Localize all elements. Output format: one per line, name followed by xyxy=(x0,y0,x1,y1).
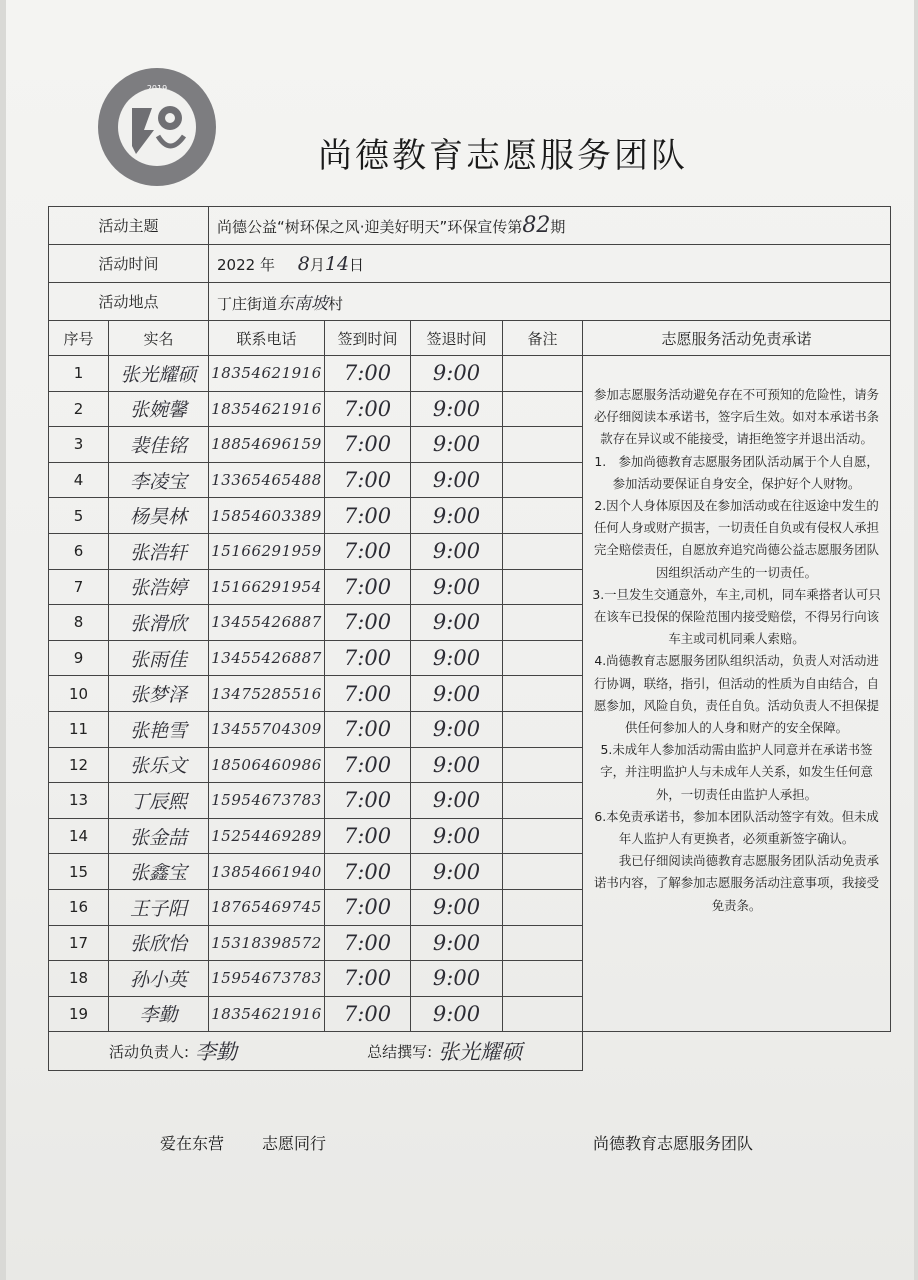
row-seq: 4 xyxy=(49,462,109,498)
row-seq: 16 xyxy=(49,889,109,925)
row-checkout: 9:00 xyxy=(411,356,503,392)
row-checkout: 9:00 xyxy=(411,783,503,819)
row-name: 张乐文 xyxy=(109,747,209,783)
logo-emblem-icon xyxy=(124,96,190,158)
col-checkout: 签退时间 xyxy=(411,321,503,356)
row-name: 张梦泽 xyxy=(109,676,209,712)
row-note xyxy=(503,356,583,392)
terms-paragraph: 3.一旦发生交通意外，车主,司机，同车乘搭者认可只在该车已投保的保险范围内接受赔偿，不得另行向该车主或司机同乘人索赔。 xyxy=(592,586,881,647)
time-label: 活动时间 xyxy=(49,245,209,283)
row-checkin: 7:00 xyxy=(325,818,411,854)
column-header-row xyxy=(49,321,891,356)
row-seq: 14 xyxy=(49,818,109,854)
row-name: 张浩婷 xyxy=(109,569,209,605)
row-phone: 15318398572 xyxy=(209,925,325,961)
row-note xyxy=(503,676,583,712)
table-row xyxy=(49,356,891,392)
row-note xyxy=(503,747,583,783)
row-phone: 18354621916 xyxy=(209,391,325,427)
row-checkout: 9:00 xyxy=(411,889,503,925)
row-checkout: 9:00 xyxy=(411,996,503,1032)
place-value: 丁庄街道东南坡村 xyxy=(209,283,891,321)
row-seq: 9 xyxy=(49,640,109,676)
row-checkout: 9:00 xyxy=(411,854,503,890)
row-checkin: 7:00 xyxy=(325,605,411,641)
row-note xyxy=(503,889,583,925)
row-note xyxy=(503,605,583,641)
row-name: 李凌宝 xyxy=(109,462,209,498)
row-checkout: 9:00 xyxy=(411,711,503,747)
row-seq: 18 xyxy=(49,961,109,997)
terms-paragraph: 2.因个人身体原因及在参加活动或在往返途中发生的任何人身或财产损害，一切责任自负或有侵权人承担完全赔偿责任，自愿放弃追究尚德公益志愿服务团队因组织活动产生的一切责任。 xyxy=(594,498,880,580)
row-note xyxy=(503,533,583,569)
row-name: 张浩轩 xyxy=(109,533,209,569)
row-checkout: 9:00 xyxy=(411,605,503,641)
row-phone: 18506460986 xyxy=(209,747,325,783)
summary-label: 总结撰写: xyxy=(367,1042,433,1061)
place-hand: 东南坡 xyxy=(277,294,329,314)
time-month: 8 xyxy=(297,252,310,275)
theme-value: 尚德公益“树环保之风·迎美好明天”环保宣传第82期 xyxy=(209,207,891,245)
row-seq: 2 xyxy=(49,391,109,427)
row-note xyxy=(503,711,583,747)
row-checkin: 7:00 xyxy=(325,783,411,819)
row-note xyxy=(503,640,583,676)
row-seq: 1 xyxy=(49,356,109,392)
row-checkin: 7:00 xyxy=(325,889,411,925)
row-seq: 19 xyxy=(49,996,109,1032)
row-checkout: 9:00 xyxy=(411,818,503,854)
row-note xyxy=(503,391,583,427)
terms-text xyxy=(583,356,891,1032)
place-label: 活动地点 xyxy=(49,283,209,321)
info-row-time xyxy=(49,245,891,283)
row-seq: 11 xyxy=(49,711,109,747)
footer-row xyxy=(49,1032,891,1071)
row-checkin: 7:00 xyxy=(325,533,411,569)
time-value: 2022 年 8月14日 xyxy=(209,245,891,283)
row-name: 张滑欣 xyxy=(109,605,209,641)
terms-paragraph: 1. 参加尚德教育志愿服务团队活动属于个人自愿，参加活动要保证自身安全，保护好个人财物。 xyxy=(594,453,879,491)
signin-table xyxy=(48,206,891,1071)
row-checkin: 7:00 xyxy=(325,462,411,498)
row-note xyxy=(503,783,583,819)
row-name: 张雨佳 xyxy=(109,640,209,676)
row-checkout: 9:00 xyxy=(411,498,503,534)
row-checkin: 7:00 xyxy=(325,640,411,676)
row-checkin: 7:00 xyxy=(325,569,411,605)
info-row-place xyxy=(49,283,891,321)
col-terms-title: 志愿服务活动免责承诺 xyxy=(583,321,891,356)
row-name: 李勤 xyxy=(109,996,209,1032)
row-checkin: 7:00 xyxy=(325,356,411,392)
row-checkout: 9:00 xyxy=(411,747,503,783)
row-seq: 3 xyxy=(49,427,109,463)
team-logo xyxy=(98,68,216,186)
col-name: 实名 xyxy=(109,321,209,356)
row-name: 张金喆 xyxy=(109,818,209,854)
row-phone: 15854603389 xyxy=(209,498,325,534)
footer-cell xyxy=(49,1032,583,1071)
row-checkout: 9:00 xyxy=(411,961,503,997)
row-note xyxy=(503,961,583,997)
row-checkin: 7:00 xyxy=(325,676,411,712)
row-checkout: 9:00 xyxy=(411,427,503,463)
row-checkin: 7:00 xyxy=(325,711,411,747)
signin-rows xyxy=(49,356,891,1032)
terms-paragraph: 6.本免责承诺书，参加本团队活动签字有效。但未成年人监护人有更换者，必须重新签字确认。 xyxy=(594,808,879,847)
row-seq: 15 xyxy=(49,854,109,890)
row-name: 丁辰熙 xyxy=(109,783,209,819)
col-checkin: 签到时间 xyxy=(325,321,411,356)
row-name: 杨昊林 xyxy=(109,498,209,534)
row-seq: 13 xyxy=(49,783,109,819)
row-phone: 13455426887 xyxy=(209,640,325,676)
row-seq: 17 xyxy=(49,925,109,961)
theme-issue: 82 xyxy=(522,213,551,238)
row-phone: 13455704309 xyxy=(209,711,325,747)
terms-paragraph: 参加志愿服务活动避免存在不可预知的危险性，请务必仔细阅读本承诺书，签字后生效。如对本承诺书条款存在异议或不能接受，请拒绝签字并退出活动。 xyxy=(594,387,880,447)
row-seq: 6 xyxy=(49,533,109,569)
row-seq: 12 xyxy=(49,747,109,783)
terms-paragraph: 4.尚德教育志愿服务团队组织活动，负责人对活动进行协调，联络，指引，但活动的性质为自由结合，自愿参加，风险自负，责任自负。活动负责人不担保提供任何参加人的人身和财产的安全保障。 xyxy=(594,653,880,736)
row-checkin: 7:00 xyxy=(325,854,411,890)
col-note: 备注 xyxy=(503,321,583,356)
row-phone: 13475285516 xyxy=(209,676,325,712)
row-phone: 15166291954 xyxy=(209,569,325,605)
row-note xyxy=(503,498,583,534)
row-checkin: 7:00 xyxy=(325,427,411,463)
leader-signature: 李勤 xyxy=(195,1040,238,1065)
row-checkout: 9:00 xyxy=(411,391,503,427)
row-phone: 13365465488 xyxy=(209,462,325,498)
row-checkin: 7:00 xyxy=(325,961,411,997)
row-seq: 5 xyxy=(49,498,109,534)
motto-left-1: 爱在东营 xyxy=(160,1134,225,1153)
row-phone: 15254469289 xyxy=(209,818,325,854)
row-phone: 15954673783 xyxy=(209,783,325,819)
motto-left-2: 志愿同行 xyxy=(262,1134,327,1153)
row-checkin: 7:00 xyxy=(325,996,411,1032)
row-name: 孙小英 xyxy=(109,961,209,997)
summary-signature: 张光耀硕 xyxy=(438,1040,523,1065)
row-name: 张欣怡 xyxy=(109,925,209,961)
row-phone: 18765469745 xyxy=(209,889,325,925)
leader-label: 活动负责人: xyxy=(109,1042,190,1061)
row-note xyxy=(503,569,583,605)
row-checkout: 9:00 xyxy=(411,676,503,712)
terms-paragraph: 我已仔细阅读尚德教育志愿服务团队活动免责承诺书内容，了解参加志愿服务活动注意事项，我接受免责条。 xyxy=(594,853,880,913)
row-phone: 18854696159 xyxy=(209,427,325,463)
col-seq: 序号 xyxy=(49,321,109,356)
row-name: 张艳雪 xyxy=(109,711,209,747)
row-seq: 7 xyxy=(49,569,109,605)
row-note xyxy=(503,996,583,1032)
col-phone: 联系电话 xyxy=(209,321,325,356)
row-note xyxy=(503,854,583,890)
row-checkin: 7:00 xyxy=(325,391,411,427)
row-name: 王子阳 xyxy=(109,889,209,925)
row-phone: 18354621916 xyxy=(209,356,325,392)
row-checkout: 9:00 xyxy=(411,640,503,676)
row-checkin: 7:00 xyxy=(325,498,411,534)
row-note xyxy=(503,462,583,498)
row-name: 张光耀硕 xyxy=(109,356,209,392)
row-note xyxy=(503,925,583,961)
row-checkout: 9:00 xyxy=(411,925,503,961)
row-phone: 18354621916 xyxy=(209,996,325,1032)
row-checkin: 7:00 xyxy=(325,925,411,961)
row-checkin: 7:00 xyxy=(325,747,411,783)
theme-label: 活动主题 xyxy=(49,207,209,245)
row-checkout: 9:00 xyxy=(411,569,503,605)
row-name: 张婉馨 xyxy=(109,391,209,427)
row-name: 张鑫宝 xyxy=(109,854,209,890)
row-phone: 15954673783 xyxy=(209,961,325,997)
row-seq: 8 xyxy=(49,605,109,641)
row-phone: 13455426887 xyxy=(209,605,325,641)
row-phone: 15166291959 xyxy=(209,533,325,569)
row-name: 裴佳铭 xyxy=(109,427,209,463)
row-checkout: 9:00 xyxy=(411,533,503,569)
row-seq: 10 xyxy=(49,676,109,712)
info-row-theme xyxy=(49,207,891,245)
terms-paragraph: 5.未成年人参加活动需由监护人同意并在承诺书签字，并注明监护人与未成年人关系，如发生任何意外，一切责任由监护人承担。 xyxy=(600,742,873,802)
row-note xyxy=(503,818,583,854)
page-title: 尚德教育志愿服务团队 xyxy=(318,136,688,176)
time-day: 14 xyxy=(324,252,350,275)
row-note xyxy=(503,427,583,463)
motto-right: 尚德教育志愿服务团队 xyxy=(593,1134,754,1153)
row-phone: 13854661940 xyxy=(209,854,325,890)
row-checkout: 9:00 xyxy=(411,462,503,498)
